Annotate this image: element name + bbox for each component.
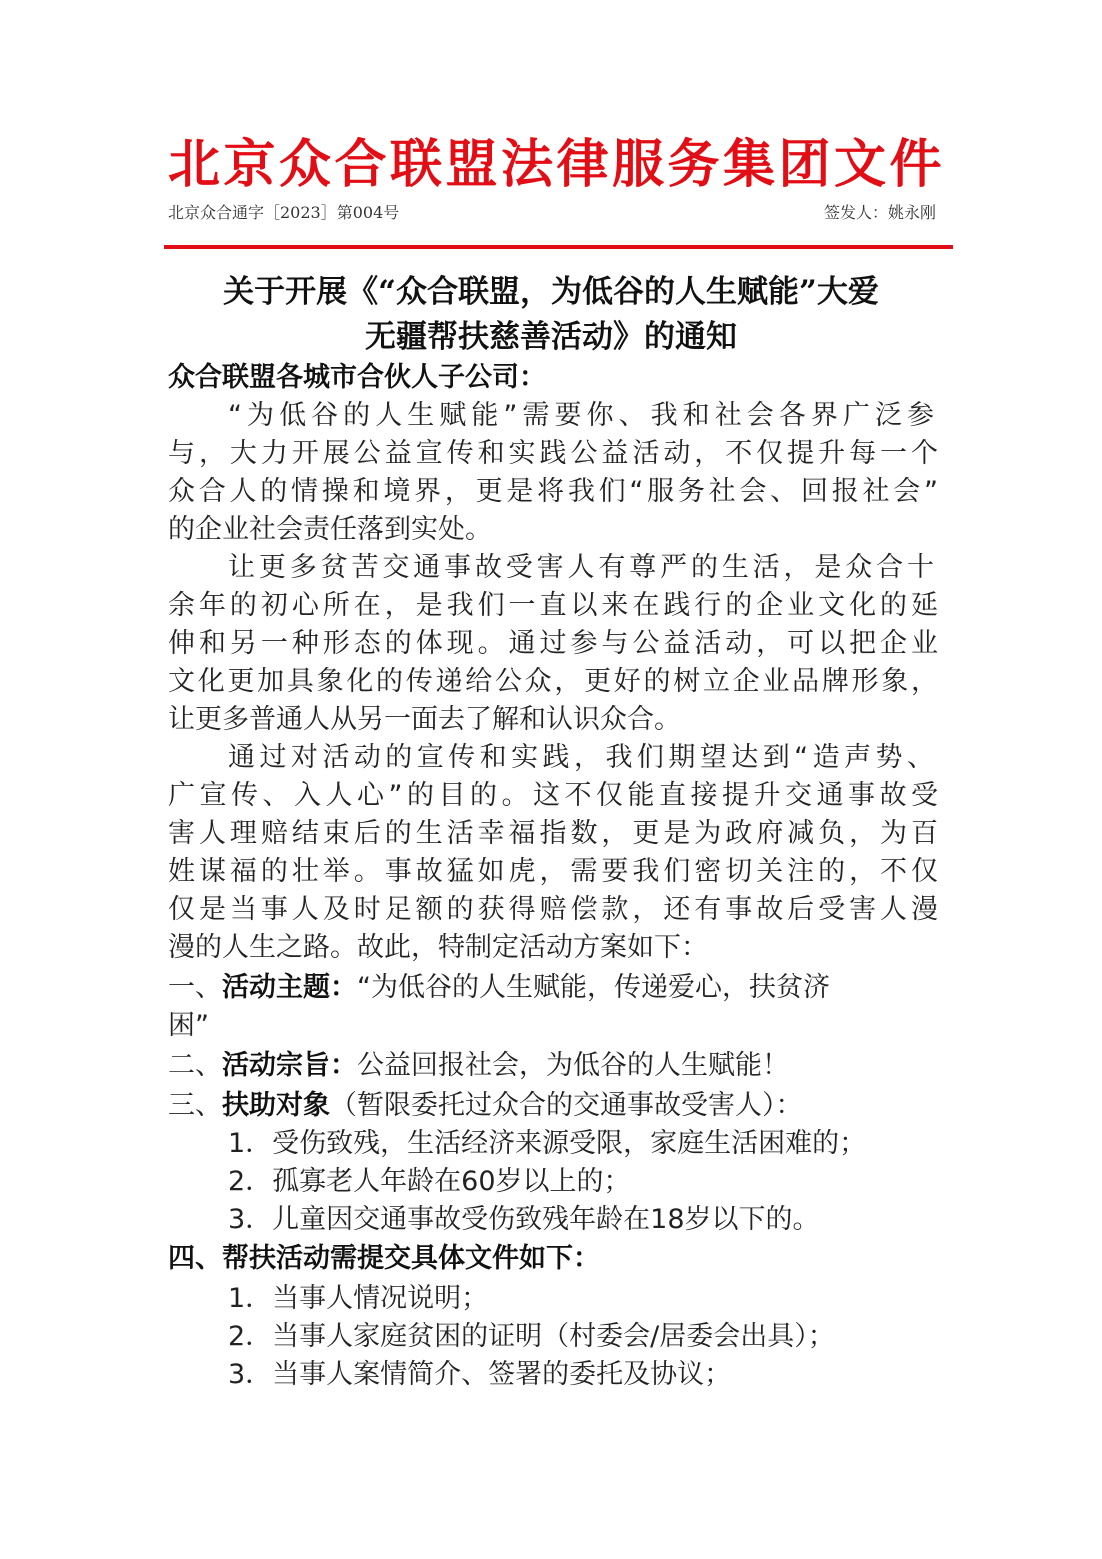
section-3-text: （暂限委托过众合的交通事故受害人）： [330,1090,803,1121]
addressee: 众合联盟各城市合伙人子公司： [168,362,546,393]
paragraph-2-line: 文化更加具象化的传递给公众，更好的树立企业品牌形象， [168,666,938,697]
paragraph-2-line: 让更多贫苦交通事故受害人有尊严的生活，是众合十 [228,552,934,583]
paragraph-1-line: 众合人的情操和境界，更是将我们“服务社会、回报社会” [168,476,938,507]
notice-title-line-1: 关于开展《“众合联盟，为低谷的人生赋能”大爱 [223,274,879,310]
list-item: 3．儿童因交通事故受伤致残年龄在18岁以下的。 [228,1204,820,1235]
paragraph-3-line: 害人理赔结束后的生活幸福指数，更是为政府减负，为百 [168,818,938,849]
red-divider-rule [164,245,953,249]
list-item: 2．当事人家庭贫困的证明（村委会/居委会出具）； [228,1321,835,1352]
issuer-signature-line: 签发人：姚永刚 [823,203,936,222]
document-number: 北京众合通字［2023］第004号 [168,203,400,222]
paragraph-3-line: 姓谋福的壮举。事故猛如虎，需要我们密切关注的，不仅 [168,856,938,887]
list-item: 2．孤寡老人年龄在60岁以上的； [228,1166,631,1197]
section-1-theme [168,969,938,1007]
section-1-number: 一、 [168,972,222,1003]
section-2-purpose [168,1047,938,1085]
paragraph-1-line: “为低谷的人生赋能”需要你、我和社会各界广泛参 [228,400,934,431]
section-1-label: 活动主题： [222,972,357,1003]
section-3-label: 扶助对象 [222,1090,330,1121]
section-3-number: 三、 [168,1090,222,1121]
list-item: 3．当事人案情简介、签署的委托及协议； [228,1359,732,1390]
section-2-text: 公益回报社会，为低谷的人生赋能！ [357,1050,789,1081]
paragraph-2-line: 让更多普通人从另一面去了解和认识众合。 [168,704,681,735]
section-4-heading: 四、帮扶活动需提交具体文件如下： [168,1243,600,1274]
paragraph-2-line: 余年的初心所在，是我们一直以来在践行的企业文化的延 [168,590,938,621]
paragraph-1-line: 的企业社会责任落到实处。 [168,514,492,545]
paragraph-3-line: 通过对活动的宣传和实践，我们期望达到“造声势、 [228,742,934,773]
paragraph-3-line: 广宣传、入人心”的目的。这不仅能直接提升交通事故受 [168,780,938,811]
section-2-label: 活动宗旨： [222,1050,357,1081]
section-1-text-continued: 困” [168,1010,209,1041]
paragraph-2-line: 伸和另一种形态的体现。通过参与公益活动，可以把企业 [168,628,938,659]
section-3-beneficiaries [168,1087,938,1125]
notice-title-line-2: 无疆帮扶慈善活动》的通知 [365,319,737,355]
list-item: 1．受伤致残，生活经济来源受限，家庭生活困难的； [228,1128,867,1159]
list-item: 1．当事人情况说明； [228,1283,489,1314]
paragraph-3-line: 仅是当事人及时足额的获得赔偿款，还有事故后受害人漫 [168,894,938,925]
paragraph-1-line: 与，大力开展公益宣传和实践公益活动，不仅提升每一个 [168,438,938,469]
red-header-title: 北京众合联盟法律服务集团文件 [168,134,946,195]
paragraph-3-line: 漫的人生之路。故此，特制定活动方案如下： [168,932,708,963]
section-2-number: 二、 [168,1050,222,1081]
section-1-text: “为低谷的人生赋能，传递爱心，扶贫济 [357,972,830,1003]
